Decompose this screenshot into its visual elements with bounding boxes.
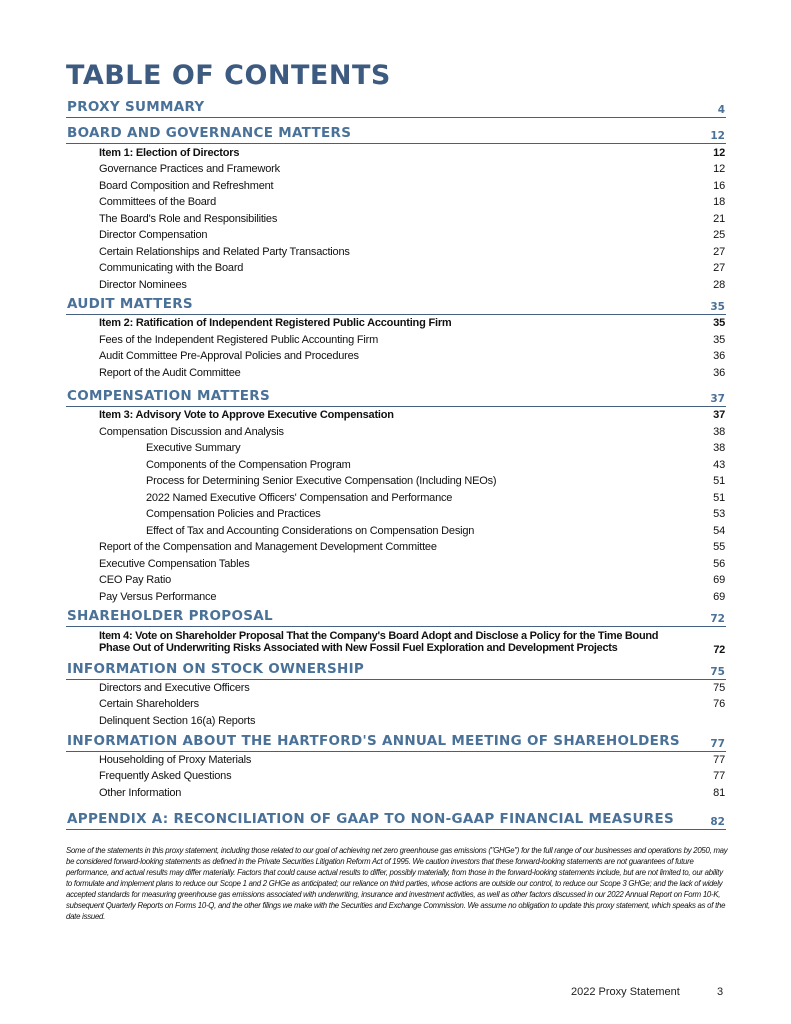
- entry-label: CEO Pay Ratio: [99, 574, 171, 586]
- section-title: INFORMATION ON STOCK OWNERSHIP: [67, 661, 365, 677]
- entry-label: Governance Practices and Framework: [99, 163, 280, 175]
- entry-page: 81: [713, 787, 725, 799]
- toc-entry[interactable]: [99, 211, 726, 227]
- entry-page: 69: [713, 591, 725, 603]
- entry-label: Executive Compensation Tables: [99, 558, 250, 570]
- toc-entry[interactable]: [99, 696, 726, 712]
- section-appendix-a[interactable]: [66, 810, 726, 830]
- entry-page: 55: [713, 541, 725, 553]
- entry-page: 12: [713, 163, 725, 175]
- section-page: 82: [710, 816, 725, 828]
- toc-entry[interactable]: [99, 539, 726, 555]
- toc-entry[interactable]: [99, 315, 726, 331]
- entry-label: Item 2: Ratification of Independent Registered Public Accounting Firm: [99, 317, 452, 329]
- section-title: COMPENSATION MATTERS: [67, 388, 270, 404]
- entry-label: Report of the Compensation and Management Development Committee: [99, 541, 437, 553]
- entry-page: 36: [713, 367, 725, 379]
- entry-label: Pay Versus Performance: [99, 591, 217, 603]
- toc-entry[interactable]: [99, 752, 726, 768]
- entry-label: Directors and Executive Officers: [99, 682, 250, 694]
- section-title: INFORMATION ABOUT THE HARTFORD'S ANNUAL MEETING OF SHAREHOLDERS: [67, 733, 680, 749]
- entry-label: Certain Relationships and Related Party Transactions: [99, 246, 350, 258]
- entry-page: 51: [713, 492, 725, 504]
- entry-label: Item 1: Election of Directors: [99, 147, 240, 159]
- entry-page: 77: [713, 754, 725, 766]
- entry-label: Executive Summary: [146, 442, 241, 454]
- entry-label: Other Information: [99, 787, 182, 799]
- entry-page: 35: [713, 317, 725, 329]
- section-title: AUDIT MATTERS: [67, 296, 193, 312]
- entry-label: Communicating with the Board: [99, 262, 244, 274]
- toc-entry[interactable]: [99, 630, 726, 658]
- entry-label: Compensation Discussion and Analysis: [99, 426, 284, 438]
- entry-label: 2022 Named Executive Officers' Compensation and Performance: [146, 492, 453, 504]
- entry-page: 38: [713, 442, 725, 454]
- section-title: BOARD AND GOVERNANCE MATTERS: [67, 125, 352, 141]
- entry-label: Board Composition and Refreshment: [99, 180, 274, 192]
- footer-document-label: 2022 Proxy Statement: [571, 986, 680, 998]
- entry-page: 38: [713, 426, 725, 438]
- entry-label: Committees of the Board: [99, 196, 217, 208]
- toc-entry[interactable]: [99, 244, 726, 260]
- entry-label: Effect of Tax and Accounting Considerations on Compensation Design: [146, 525, 475, 537]
- toc-subentry[interactable]: [146, 506, 726, 522]
- entry-label: Certain Shareholders: [99, 698, 199, 710]
- toc-entry[interactable]: [99, 424, 726, 440]
- section-page: 35: [710, 301, 725, 313]
- toc-entry[interactable]: [99, 227, 726, 243]
- toc-entry[interactable]: [99, 589, 726, 605]
- toc-entry[interactable]: [99, 178, 726, 194]
- section-proxy-summary[interactable]: [66, 98, 726, 118]
- entry-page: 51: [713, 475, 725, 487]
- entry-page: 27: [713, 262, 725, 274]
- entry-label: Item 3: Advisory Vote to Approve Executive Compensation: [99, 409, 394, 421]
- section-title: APPENDIX A: RECONCILIATION OF GAAP TO NON-GAAP FINANCIAL MEASURES: [67, 811, 675, 827]
- entry-label: Fees of the Independent Registered Public Accounting Firm: [99, 334, 379, 346]
- toc-entry[interactable]: [99, 680, 726, 696]
- toc-entry[interactable]: [99, 572, 726, 588]
- toc-entry[interactable]: [99, 260, 726, 276]
- entry-page: 75: [713, 682, 725, 694]
- section-page: 72: [710, 613, 725, 625]
- entry-page: 35: [713, 334, 725, 346]
- toc-subentry[interactable]: [146, 440, 726, 456]
- section-page: 75: [710, 666, 725, 678]
- section-shareholder-proposal[interactable]: [66, 607, 726, 627]
- section-page: 4: [717, 104, 725, 116]
- toc-entry[interactable]: [99, 785, 726, 801]
- section-page: 12: [710, 130, 725, 142]
- page-title: TABLE OF CONTENTS: [66, 60, 391, 91]
- entry-label: Frequently Asked Questions: [99, 770, 232, 782]
- toc-subentry[interactable]: [146, 523, 726, 539]
- entry-label: Director Nominees: [99, 279, 187, 291]
- entry-label: Report of the Audit Committee: [99, 367, 241, 379]
- entry-page: 18: [713, 196, 725, 208]
- entry-label: Item 4: Vote on Shareholder Proposal That the Company's Board Adopt and Disclose a Policy for the Time Bound Phase Out of Underwriting Risks Associated with New Fossil Fuel Exploration and Development Projects: [99, 630, 659, 654]
- section-title: PROXY SUMMARY: [67, 99, 205, 115]
- toc-entry[interactable]: [99, 277, 726, 293]
- toc-entry[interactable]: [99, 161, 726, 177]
- toc-subentry[interactable]: [146, 473, 726, 489]
- entry-page: 21: [713, 213, 725, 225]
- toc-entry[interactable]: [99, 713, 726, 729]
- footer-page-number: 3: [717, 986, 724, 998]
- toc-entry[interactable]: [99, 332, 726, 348]
- entry-page: 12: [713, 147, 725, 159]
- entry-label: Compensation Policies and Practices: [146, 508, 321, 520]
- entry-page: 43: [713, 459, 725, 471]
- toc-entry[interactable]: [99, 407, 726, 423]
- toc-entry[interactable]: [99, 145, 726, 161]
- page-footer: [571, 986, 724, 998]
- toc-entry[interactable]: [99, 194, 726, 210]
- entry-page: 56: [713, 558, 725, 570]
- entry-page: 76: [713, 698, 725, 710]
- section-compensation-matters[interactable]: [66, 387, 726, 407]
- section-board-governance[interactable]: [66, 124, 726, 144]
- entry-page: 72: [713, 644, 725, 656]
- entry-page: 28: [713, 279, 725, 291]
- section-annual-meeting[interactable]: [66, 732, 726, 752]
- section-audit-matters[interactable]: [66, 295, 726, 315]
- toc-entry[interactable]: [99, 365, 726, 381]
- toc-subentry[interactable]: [146, 457, 726, 473]
- entry-page: 37: [713, 409, 725, 421]
- entry-label: Audit Committee Pre-Approval Policies and Procedures: [99, 350, 359, 362]
- entry-label: Householding of Proxy Materials: [99, 754, 252, 766]
- entry-label: Components of the Compensation Program: [146, 459, 351, 471]
- section-page: 77: [710, 738, 725, 750]
- entry-page: 25: [713, 229, 725, 241]
- entry-page: 69: [713, 574, 725, 586]
- entry-page: 53: [713, 508, 725, 520]
- section-title: SHAREHOLDER PROPOSAL: [67, 608, 273, 624]
- entry-page: 16: [713, 180, 725, 192]
- entry-label: Delinquent Section 16(a) Reports: [99, 715, 256, 727]
- entry-label: The Board's Role and Responsibilities: [99, 213, 278, 225]
- toc-subentry[interactable]: [146, 490, 726, 506]
- toc-entry[interactable]: [99, 556, 726, 572]
- entry-page: 54: [713, 525, 725, 537]
- entry-page: 27: [713, 246, 725, 258]
- forward-looking-disclaimer: Some of the statements in this proxy statement, including those related to our goal of achieving net zero greenhouse gas emissions ("GHGe") for the full range of our businesses and operations by 2050, may be considered forward-looking statements as defined in the Private Securities Litigation Reform Act of 1995. We caution investors that these forward-looking statements are not guarantees of future performance, and actual results may differ materially. Factors that could cause actual results to differ, possibly materially, from those in the forward-looking statements include, but are not limited to, our ability to formulate and implement plans to reduce our Scope 1 and 2 GHGe as anticipated; our reliance on third parties, whose actions are outside our control, to reduce our Scope 3 GHGe; and the lack of widely accepted standards for measuring greenhouse gas emissions associated with underwriting, insurance and investment activities, as well as other factors discussed in our 2022 Annual Report on Form 10-K, subsequent Quarterly Reports on Forms 10-Q, and the other filings we make with the Securities and Exchange Commission. We assume no obligation to update this proxy statement, which speaks as of the date issued.: [66, 846, 728, 921]
- entry-label: Process for Determining Senior Executive Compensation (Including NEOs): [146, 475, 497, 487]
- section-stock-ownership[interactable]: [66, 660, 726, 680]
- toc-entry[interactable]: [99, 768, 726, 784]
- toc-entry[interactable]: [99, 348, 726, 364]
- entry-page: 77: [713, 770, 725, 782]
- section-page: 37: [710, 393, 725, 405]
- entry-page: 36: [713, 350, 725, 362]
- entry-label: Director Compensation: [99, 229, 208, 241]
